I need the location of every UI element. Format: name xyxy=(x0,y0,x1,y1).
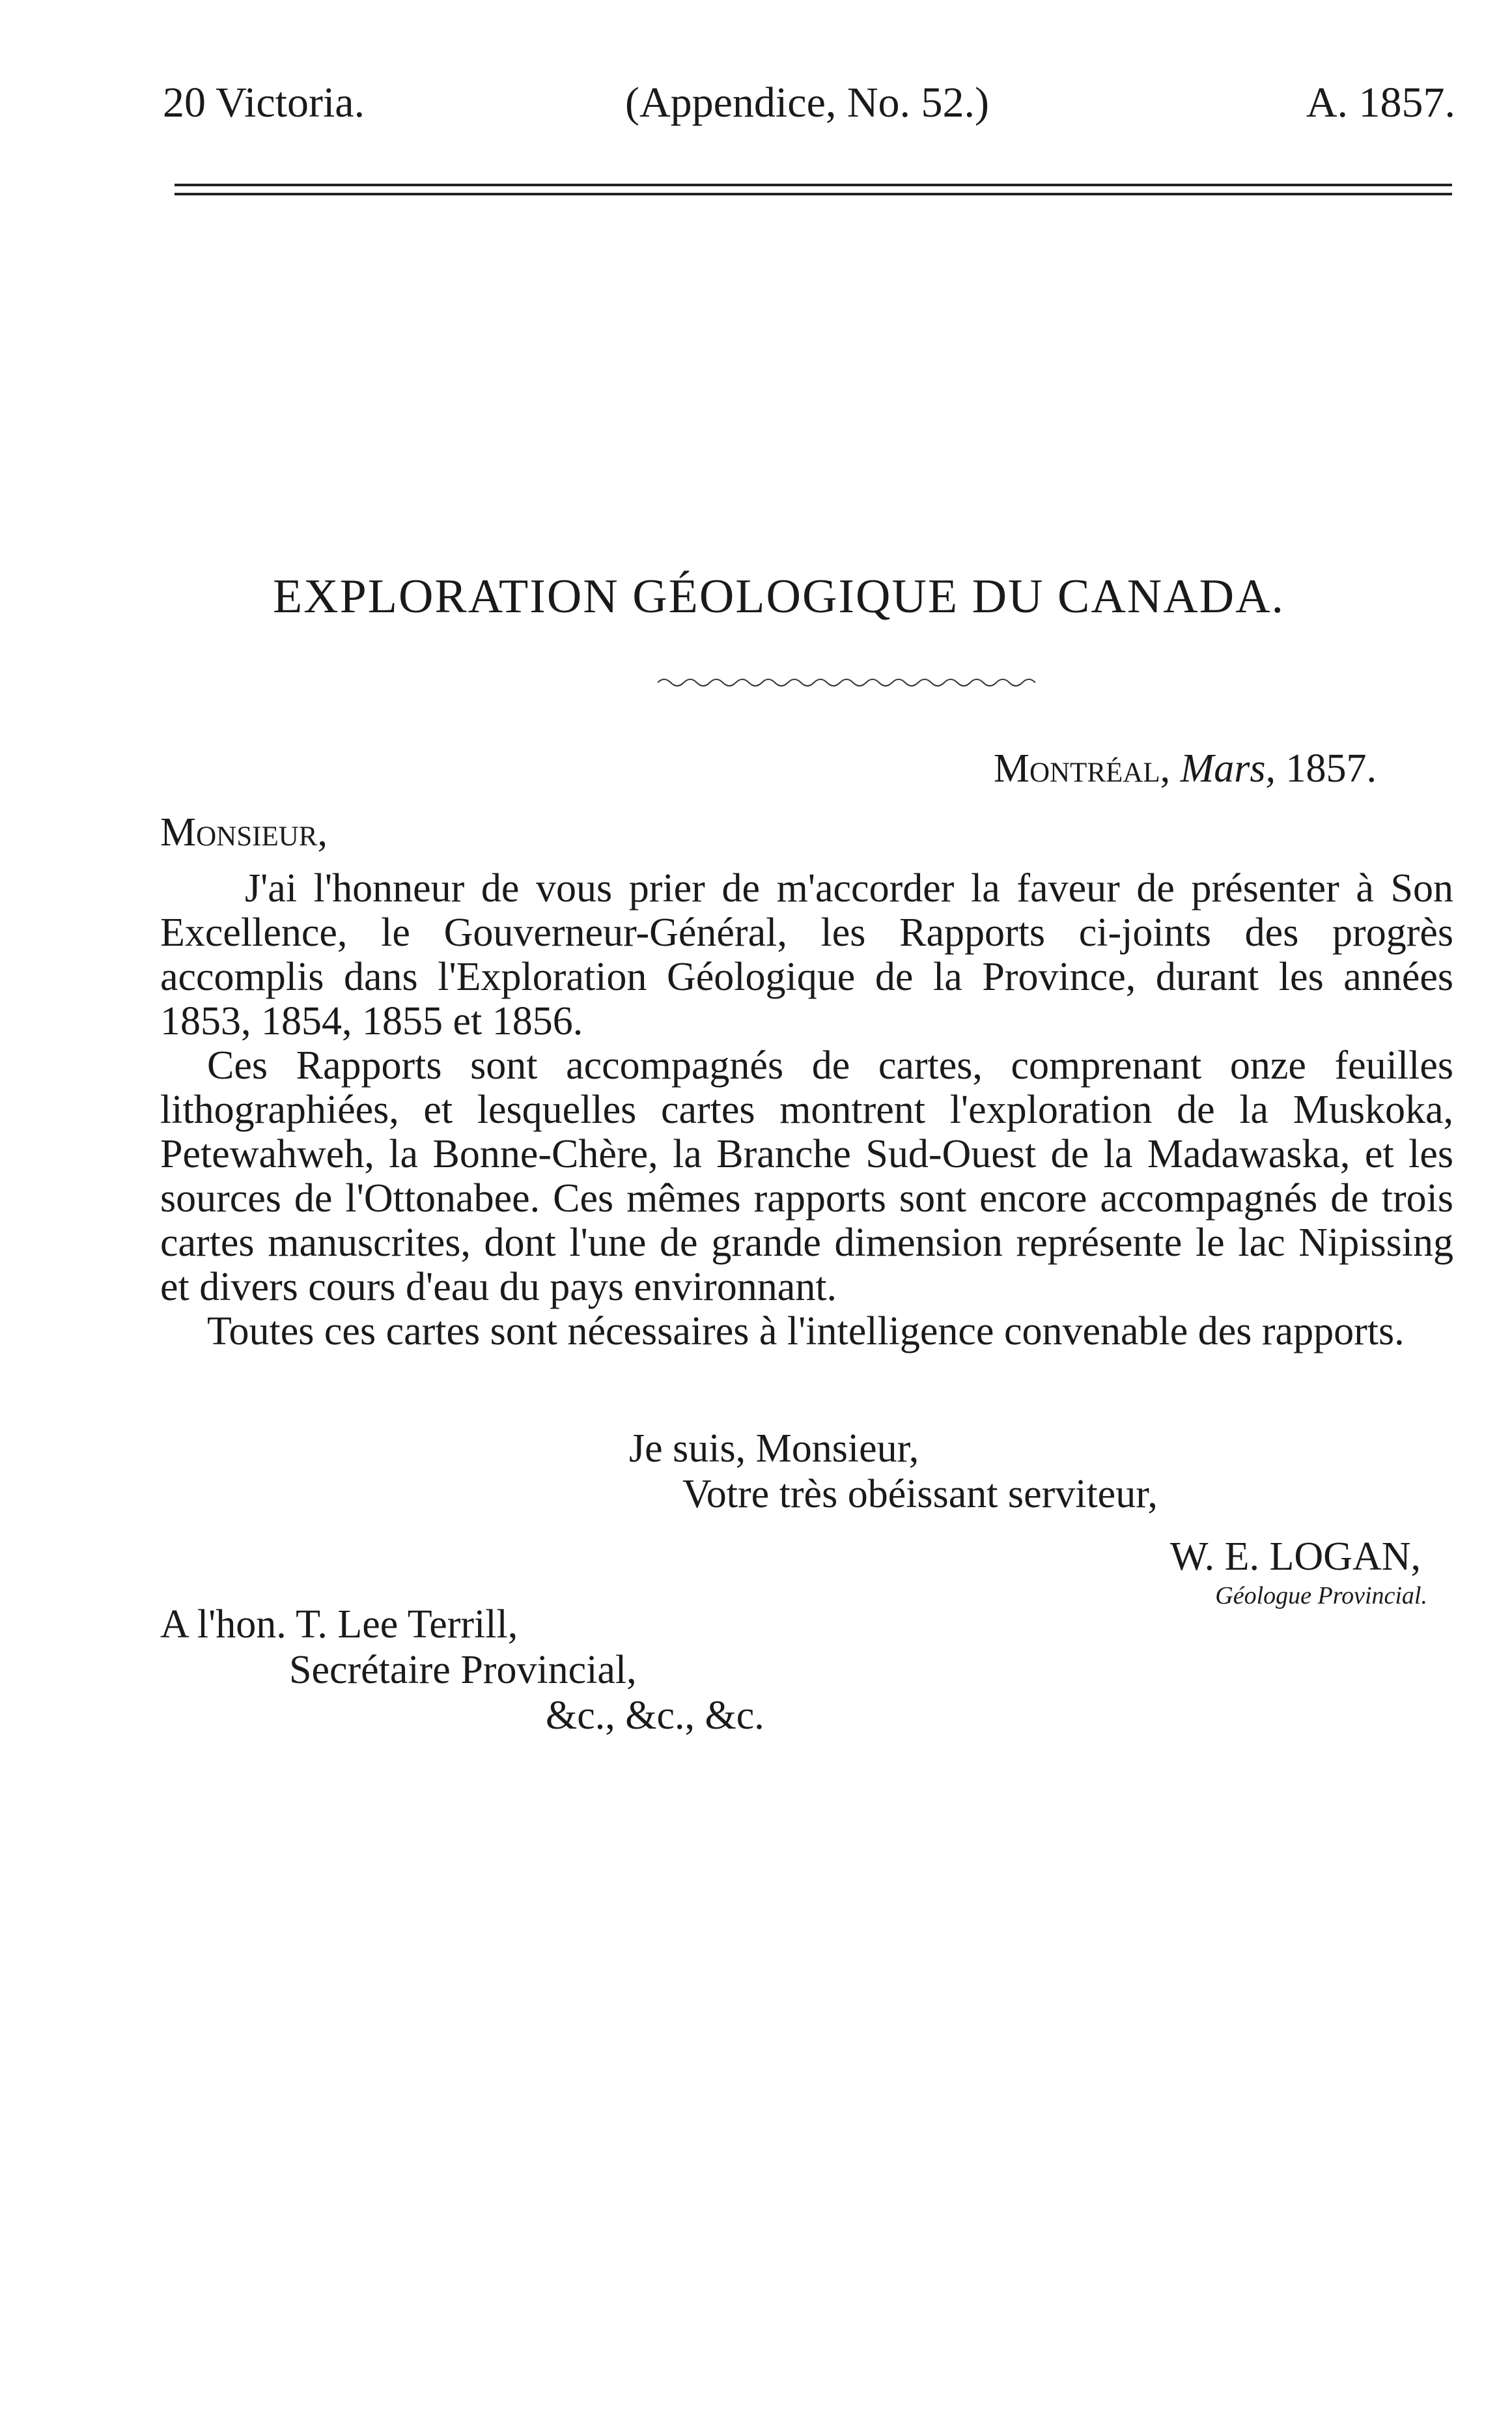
letter-body xyxy=(160,866,1453,1353)
paragraph: Ces Rapports sont accompagnés de cartes, comprenant onze feuilles lithographiées, et lesquelles cartes montrent l'exploration de la Muskoka, Petewahweh, la Bonne-Chère, la Branche Sud-Ouest de la Madawaska, et les sources de l'Ottonabee. Ces mêmes rapports sont encore accompagnés de trois cartes manuscrites, dont l'une de grande dimension représente le lac Nipissing et divers cours d'eau du pays environnant. xyxy=(160,1043,1453,1309)
running-header xyxy=(163,77,1455,129)
header-year: A. 1857. xyxy=(1306,79,1455,126)
addressee-etc: &c., &c., &c. xyxy=(546,1693,764,1738)
dateline-month: Mars, xyxy=(1180,746,1276,791)
salutation: Monsieur, xyxy=(160,810,328,855)
addressee-office: Secrétaire Provincial, xyxy=(289,1648,637,1692)
closing-line-1: Je suis, Monsieur, xyxy=(629,1426,919,1471)
addressee-name: A l'hon. T. Lee Terrill, xyxy=(160,1602,518,1647)
dateline xyxy=(994,743,1377,795)
closing-line-2: Votre très obéissant serviteur, xyxy=(682,1472,1158,1516)
title-ornament xyxy=(658,671,1035,690)
signature-name: W. E. LOGAN, xyxy=(1169,1535,1421,1579)
header-appendix: (Appendice, No. 52.) xyxy=(625,79,990,126)
header-rule-top xyxy=(175,184,1452,186)
paragraph: Toutes ces cartes sont nécessaires à l'intelligence convenable des rapports. xyxy=(207,1309,1405,1353)
dateline-place: Montréal, xyxy=(993,746,1171,791)
paragraph: J'ai l'honneur de vous prier de m'accorder la faveur de présenter à Son Excellence, le Gouverneur-Général, les Rapports ci-joints des progrès accomplis dans l'Exploration Géologique de la Province, durant les années 1853, 1854, 1855 et 1856. xyxy=(160,866,1453,1043)
document-title: EXPLORATION GÉOLOGIQUE DU CANADA. xyxy=(272,570,1285,623)
header-session: 20 Victoria. xyxy=(163,79,365,126)
header-rule-bottom xyxy=(175,193,1452,195)
dateline-year: 1857. xyxy=(1285,746,1377,791)
signature-title: Géologue Provincial. xyxy=(1215,1582,1427,1609)
